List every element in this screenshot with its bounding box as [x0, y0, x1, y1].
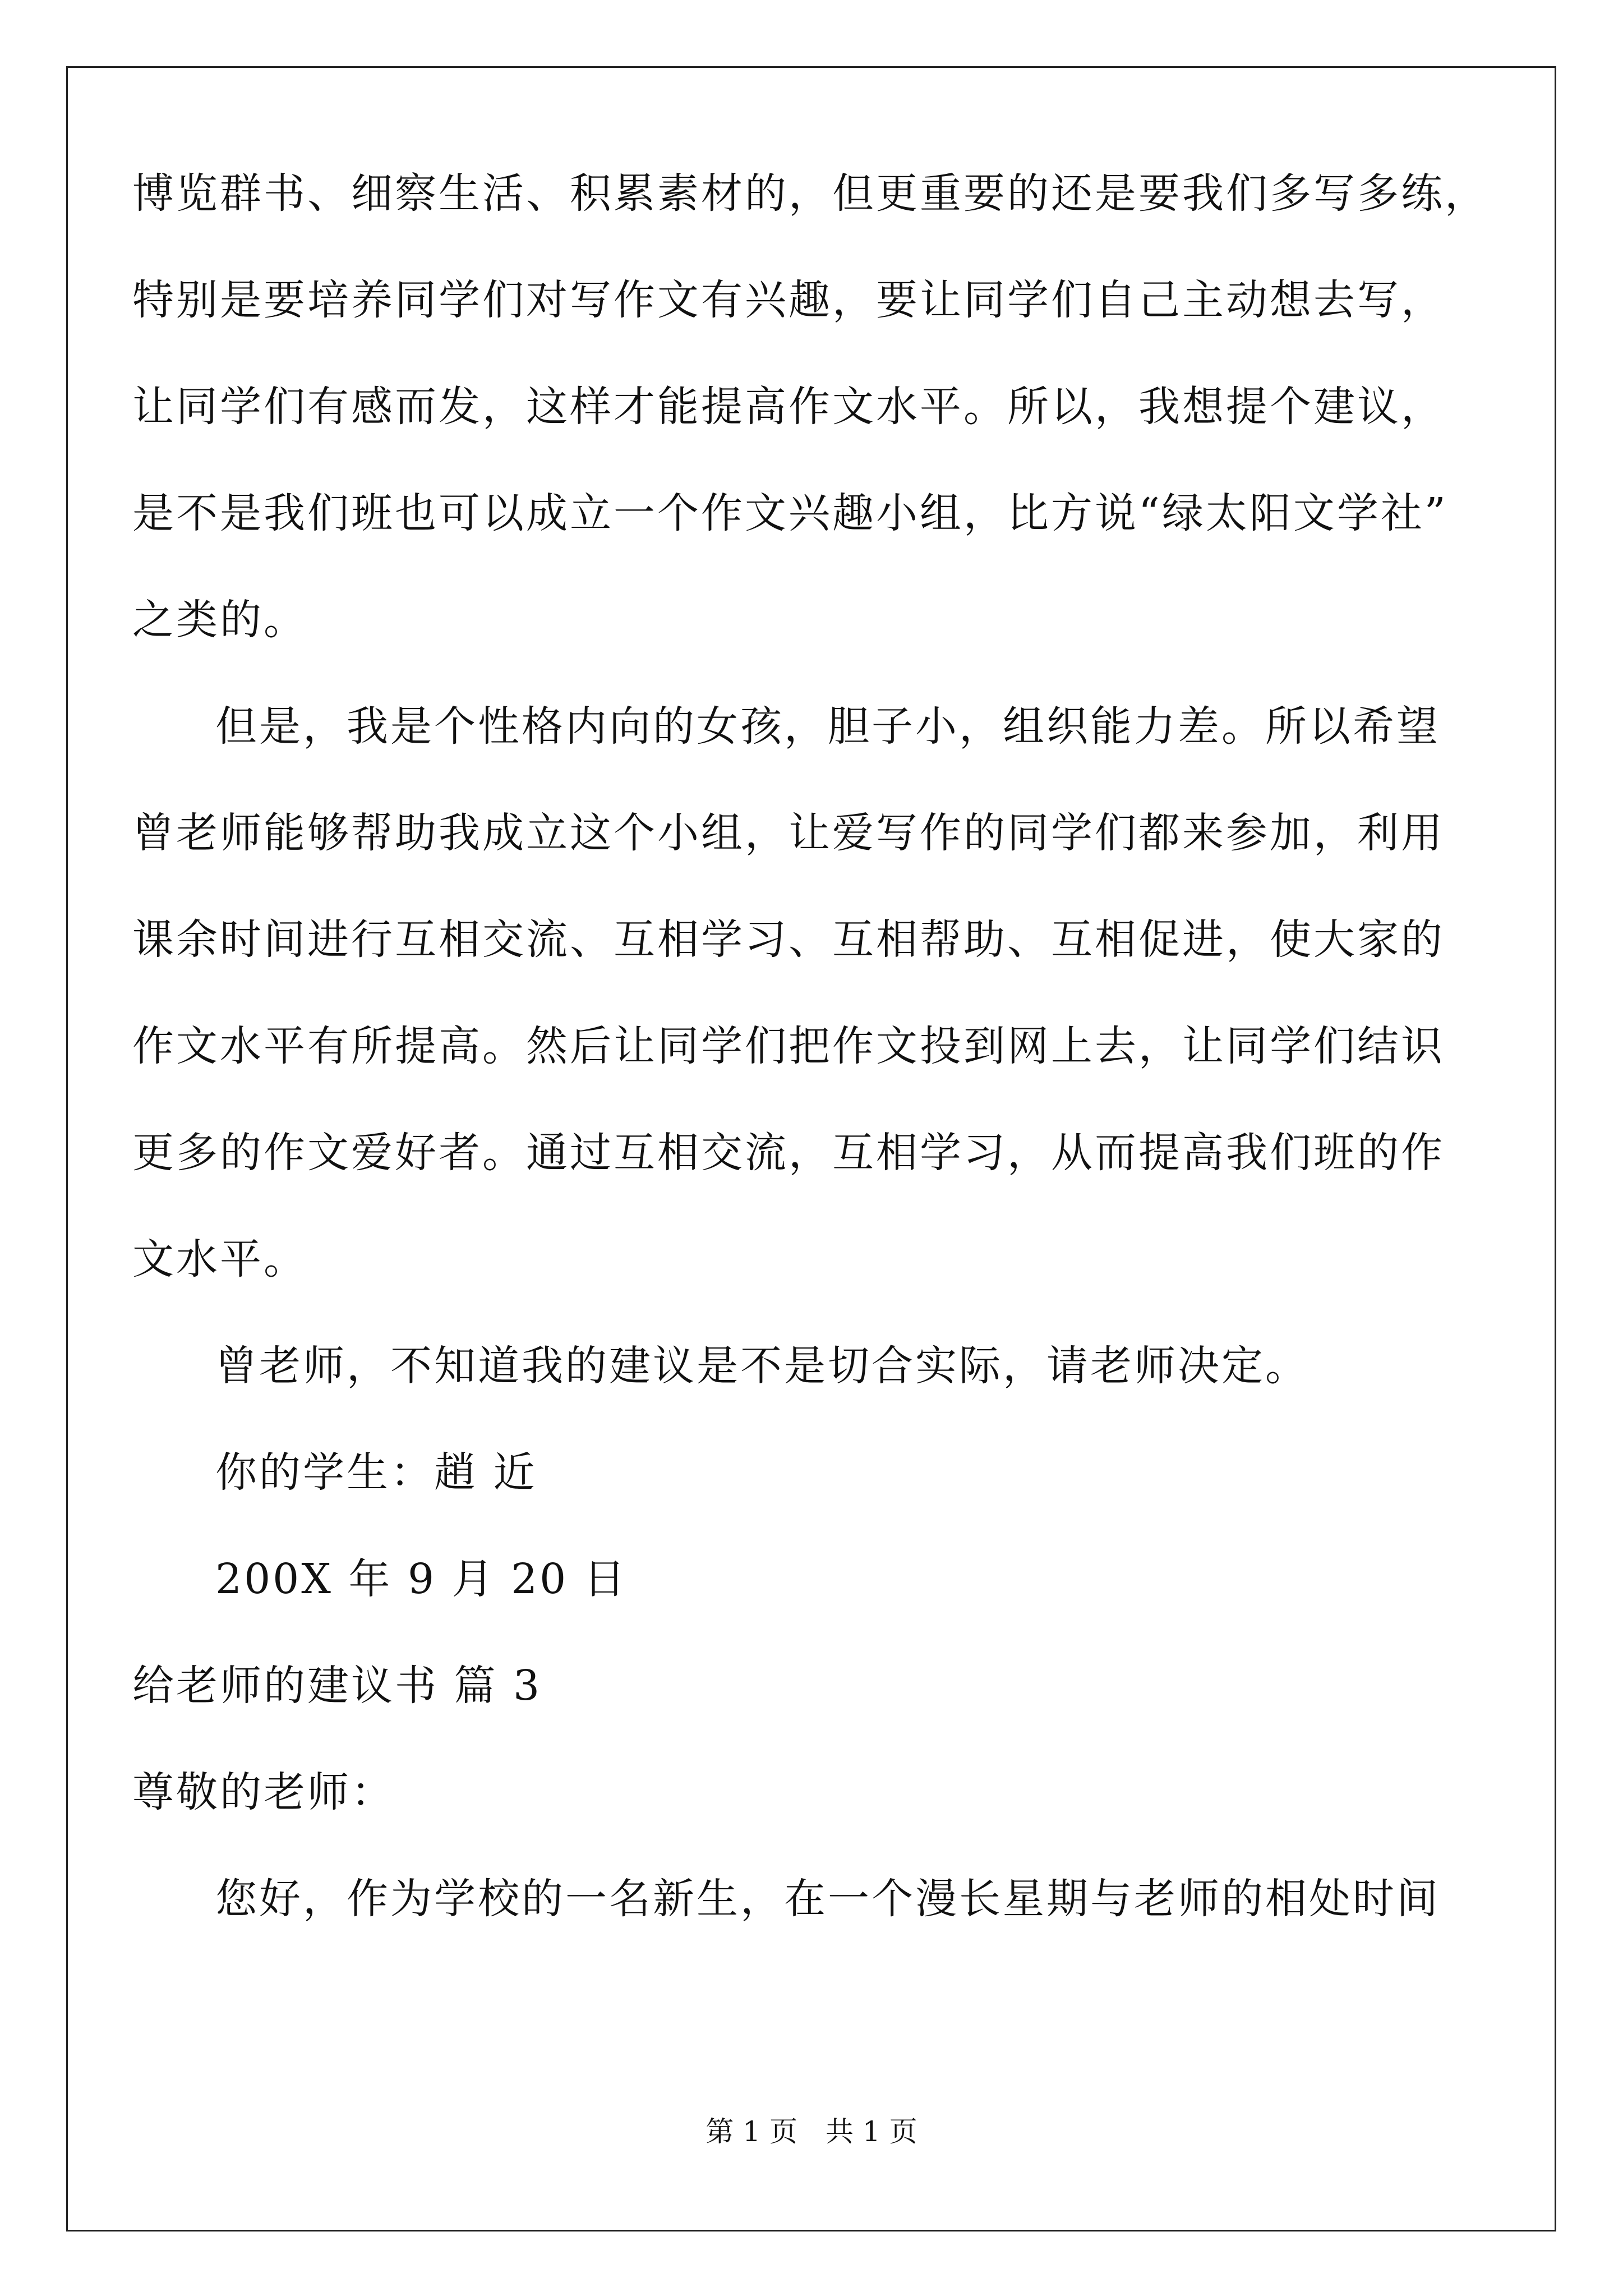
paragraph-start: 曾老师，不知道我的建议是不是切合实际，请老师决定。 [215, 1342, 1309, 1390]
text-line: 课余时间进行互相交流、互相学习、互相帮助、互相促进，使大家的 [132, 915, 1445, 964]
signature-line: 你的学生：趙 近 [215, 1448, 537, 1497]
paragraph-start: 但是，我是个性格内向的女孩，胆子小，组织能力差。所以希望 [215, 702, 1440, 751]
text-line: 文水平。 [132, 1235, 307, 1283]
text-line: 特别是要培养同学们对写作文有兴趣，要让同学们自己主动想去写， [132, 276, 1445, 324]
page-footer: 第 1 页 共 1 页 [706, 2115, 917, 2148]
text-line: 博览群书、细察生活、积累素材的，但更重要的还是要我们多写多练， [132, 169, 1488, 218]
section-heading: 给老师的建议书 篇 3 [132, 1662, 542, 1710]
salutation: 尊敬的老师： [132, 1768, 395, 1816]
text-line: 之类的。 [132, 596, 307, 644]
text-line: 是不是我们班也可以成立一个作文兴趣小组，比方说“绿太阳文学社” [132, 489, 1448, 537]
date-line: 200X 年 9 月 20 日 [215, 1555, 628, 1603]
text-line: 更多的作文爱好者。通过互相交流，互相学习，从而提高我们班的作 [132, 1129, 1445, 1177]
paragraph-start: 您好，作为学校的一名新生，在一个漫长星期与老师的相处时间 [215, 1875, 1440, 1923]
text-line: 让同学们有感而发，这样才能提高作文水平。所以，我想提个建议， [132, 383, 1445, 431]
text-line: 曾老师能够帮助我成立这个小组，让爱写作的同学们都来参加，利用 [132, 809, 1445, 857]
text-line: 作文水平有所提高。然后让同学们把作文投到网上去，让同学们结识 [132, 1022, 1445, 1070]
